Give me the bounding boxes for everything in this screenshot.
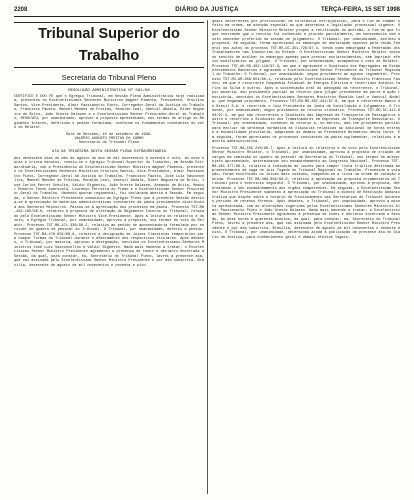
page-header [14, 4, 400, 17]
court-title: Tribunal Superior do Trabalho [14, 22, 204, 68]
right-column [212, 20, 400, 496]
minutes-text: Aos dezessete dias do mês de agosto do ano de mil novecentos e noventa e oito, às nove horas e trinta minutos, reuniu-se o Egrégio Tribunal Superior do Trabalho, em Sessão Extraordinária, sob a Presidência do Excelentíssimo Senhor Ministro Wagner Pimenta, presentes os Excelentíssimos Senhores Ministros Ursulino Santos, Vice-Presidente, Almir Pazzianotto Pinto, Corregedor-Geral da Justiça do Trabalho, Francisco Fausto, José Luiz Vasconcellos, Manoel Mendes de Freitas, Ronaldo Leal, Vantuil Abdala, Rider Nogueira de Brito, José Carlos Perret Schulte, Valdir Righetto, João Oreste Dalazen, Armando de Brito, Moacyr Roberto Tesch Auersvald, Lourenço Ferreira do Prado e o Excelentíssimo Senhor Procurador-Geral do Trabalho. Havendo quorum regimental, foi declarada aberta a Sessão. Em seguida, o Senhor Ministro Presidente comunicou ao Egrégio Pleno que a presente Sessão destina-se à apreciação de matérias administrativas constantes da pauta previamente distribuída aos Senhores Ministros. Passou-se à apreciação dos processos em pauta. Processo TST-MA-462.195/98.0, relativo à proposta de alteração do Regimento Interno do Tribunal, relatado pelo Excelentíssimo Senhor Ministro Vice-Presidente. Após a leitura do relatório e do voto, o Egrégio Tribunal, por unanimidade, aprovou a proposta, nos termos do voto do Relator. Processo TST-MA-471.338/98.2, relativo ao pedido de aposentadoria formulado por servidor do quadro de pessoal do Tribunal. O Tribunal, por unanimidade, deferiu o pedido. Processo TST-MA-478.901/98.6, relativo à designação de Juízes Classistas temporários para compor Turmas do Tribunal durante o afastamento dos respectivos titulares. Após debates, o Tribunal, por maioria, aprovou a designação, vencidos os Excelentíssimos Senhores Ministros José Luiz Vasconcellos e Valdir Righetto. Nada mais havendo a tratar, o Excelentíssimo Senhor Ministro Presidente agradeceu a presença de todos e declarou encerrada a Sessão, da qual, para constar, eu, Secretário do Tribunal Pleno, lavrei a presente ata, que vai assinada pelo Excelentíssimo Senhor Ministro Presidente e por mim subscrita. Brasília, dezessete de agosto de mil novecentos e noventa e oito. [14, 156, 204, 268]
signature-role: Secretário do Tribunal Pleno [78, 141, 140, 146]
page-number: 2208 [14, 7, 28, 13]
column-divider [207, 20, 208, 494]
journal-name: DIÁRIO DA JUSTIÇA [175, 7, 239, 13]
resolution-heading: RESOLUÇÃO ADMINISTRATIVA Nº 561/98 [68, 89, 150, 93]
signature-block [14, 133, 204, 146]
resolution-place: Sala de Sessões, 10 de setembro de 1998. [65, 132, 153, 137]
signature-name: VALÉRIO AUGUSTO FREITAS DO CARMO [74, 137, 144, 142]
issue-date: TERÇA-FEIRA, 15 SET 1998 [320, 7, 400, 13]
minutes-heading: ATA DA TRIGÉSIMA SEXTA SESSÃO PLENA EXTRAORDINÁRIA [52, 149, 166, 154]
right-text-part1: quais decorrentes por profissional de tolerância extrajudicial, para o fim de chamar o feito em ordem, em atenção especial ao que determina a legislação processual vigente. O Excelentíssimo Senhor Ministro Relator propôs a retificação do acórdão, a fim de que fique constando que o recurso foi conhecido e provido parcialmente, em consonância com o voto vencedor proferido na sessão de julgamento. O Tribunal, por unanimidade, acolheu a proposta. Em seguida, foram apreciados os embargos de declaração opostos pela União Federal nos autos do processo TST-RO-DC-351.720/97.4, tendo como embargada a Federação dos Trabalhadores nas Indústrias do Estado. O Excelentíssimo Senhor Ministro Relator votou no sentido de acolher os embargos apenas para prestar esclarecimentos, sem imprimir efeito modificativo ao julgado. O Tribunal, por unanimidade, acompanhou o voto do Relator. Processo TST-AG-MS-402.118/97.9, em que é agravante o Sindicato dos Empregados em Estabelecimentos Bancários e agravado o Excelentíssimo Senhor Presidente do Tribunal Regional do Trabalho. O Tribunal, por unanimidade, negou provimento ao agravo regimental. Processo TST-RO-AR-288.654/96.1, relatado pelo Excelentíssimo Senhor Ministro Francisco Fausto, em que é recorrente Companhia Estadual de Energia Elétrica e recorridos Antônio Carlos da Silva e outros. Após a sustentação oral do advogado da recorrente, o Tribunal, por maioria, deu provimento parcial ao recurso para julgar procedente em parte a ação rescisória, vencidos os Excelentíssimos Senhores Ministros Ronaldo Leal e Vantuil Abdala, que negavam provimento. Processo TST-RO-MS-367.441/97.0, em que é recorrente Banco do Brasil S.A. e recorrido o Juiz Presidente da Junta de Conciliação e Julgamento. O Tribunal, por unanimidade, negou provimento ao recurso ordinário. Processo TST-RO-DC-412.903/97.5, em que são recorrentes o Sindicato das Empresas de Transporte de Passageiros e outro e recorrido o Sindicato dos Trabalhadores em Empresas de Transporte Rodoviário. O Tribunal, por unanimidade, conheceu do recurso e, no mérito, deu-lhe provimento parcial para excluir da sentença normativa as cláusulas relativas ao adicional de horas extras e à estabilidade provisória, adaptando as demais ao Precedente Normativo desta Corte. Em seguida, foram apreciados os processos constantes da pauta suplementar, relativos a matéria administrativa. [212, 20, 400, 145]
left-column [14, 20, 204, 496]
section-title: Secretaria do Tribunal Pleno [32, 73, 186, 85]
right-text-part2: Processo TST-MA-455.210/98.7. Após a leitura do relatório e do voto pelo Excelentíssimo Senhor Ministro Relator, o Tribunal, por unanimidade, aprovou a proposta de criação de cargos em comissão no quadro de pessoal da Secretaria do Tribunal, nos termos do anteprojeto apresentado, determinando seu encaminhamento ao Congresso Nacional. Processo TST-MA-461.377/98.3, relativo à indicação de Juízes para compor lista tríplice destinada ao preenchimento de vaga de Juiz Togado do Tribunal Regional do Trabalho. Procedida a votação, foram escolhidos os Juízes mais votados, compondo-se a lista na ordem de votação obtida. Processo TST-MA-466.802/98.9, relativo à aprovação da proposta orçamentária do Tribunal para o exercício seguinte. O Tribunal, por unanimidade, aprovou a proposta, determinando o seu encaminhamento aos órgãos competentes. Em seguida, o Excelentíssimo Senhor Ministro Presidente submeteu à apreciação do Tribunal a minuta de Resolução Administrativa que dispõe sobre o horário de funcionamento das Secretarias do Tribunal durante o período de recesso forense. Após debates, o Tribunal, por unanimidade, aprovou a minuta apresentada, com as alterações sugeridas pelos Excelentíssimos Senhores Ministros Almir Pazzianotto Pinto e João Oreste Dalazen. Nada mais havendo a tratar, o Excelentíssimo Senhor Ministro Presidente agradeceu a presença de todos e declarou encerrada a Sessão, às doze horas e quarenta minutos, da qual, para constar, eu, Secretário do Tribunal Pleno, lavrei a presente ata, que vai assinada pelo Excelentíssimo Senhor Ministro Presidente e por mim subscrita. Brasília, dezessete de agosto de mil novecentos e noventa e oito. O Tribunal, por unanimidade, determinou ainda a publicação da presente ata no Diário da Justiça, para conhecimento geral e demais efeitos legais. [212, 146, 400, 240]
resolution-text: CERTIFICO E DOU FÉ que o Egrégio Tribunal, em Sessão Plena Administrativa hoje realizada, presentes os Excelentíssimos Senhores Ministros Wagner Pimenta, Presidente, Ursulino Santos, Vice-Presidente, Almir Pazzianotto Pinto, Corregedor-Geral da Justiça do Trabalho, Francisco Fausto, Manoel Mendes de Freitas, Ronaldo Leal, Vantuil Abdala, Rider Nogueira de Brito, João Oreste Dalazen e o Excelentíssimo Senhor Procurador-Geral do Trabalho, RESOLVEU, por unanimidade, aprovar a proposta apresentada, nos termos do artigo do Regimento Interno, deferindo o pedido formulado, conforme os fundamentos constantes do voto do Relator. [14, 95, 204, 131]
